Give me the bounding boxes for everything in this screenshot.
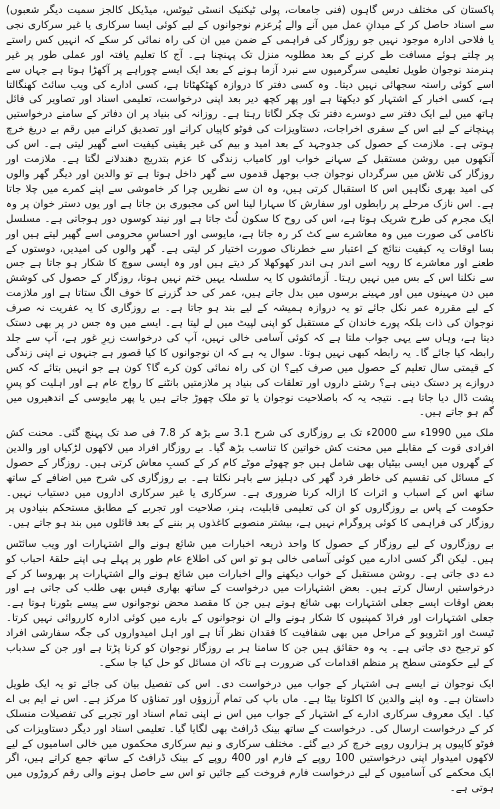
paragraph-case-story: ایک نوجوان نے ایسے ہی اشتہار کے جواب میں درخواست دی۔ اس کی تفصیل بیان کی جائے تو یہ ایک طویل داستان ہے۔ وہ اپنے والدین کا اکلوتا بیٹا ہے۔ ماں باپ کی تمام آرزوؤں اور تمناؤں کا مرکز ہے۔ اس نے ایم بی اے کیا۔ ایک معروف سرکاری ادارے کے اشتہار کے جواب میں اس نے اپنی تمام اسناد اور تجربے کی تفصیلات منسلک کر کے درخواست ارسال کی۔ درخواست کے ساتھ بینک ڈرافٹ بھی لگایا گیا۔ تعلیمی اسناد اور دیگر دستاویزات کی فوٹو کاپیوں پر ہزاروں روپے خرچ کر دیے گئے۔ مختلف سرکاری و نیم سرکاری محکموں میں خالی اسامیوں کے لیے لاکھوں امیدوار اپنی درخواستیں 100 روپے کے فارم اور 400 روپے کے بینک ڈرافٹ کے ساتھ جمع کراتے ہیں، اگر ایک محکمے کی آسامیوں کے لیے درخواست فارم فروخت کیے جائیں تو اس سے حاصل ہونے والی رقم کروڑوں میں ہوتی ہے۔: [6, 678, 494, 795]
paragraph-intro: پاکستان کی مختلف درس گاہوں (فنی جامعات، پولی ٹیکنیک انسٹی ٹیوٹس، میڈیکل کالجز سمیت دیگر شعبوں) سے اسناد حاصل کر کے میدانِ عمل میں آنے والے پُرعزم نوجوانوں کے لیے کوئی ایسا سرکاری یا غیر سرکاری نجی یا فلاحی ادارہ موجود نہیں جو روزگار کی فراہمی کے ضمن میں ان کی راہ نمائی کر سکے کہ انہیں کس راستے پر چلتے ہوئے مسافت طے کرنے کے بعد مطلوبہ منزل تک پہنچنا ہے۔ آج کا تعلیم یافتہ اور عملی طور پر غیر ہنرمند نوجوان طویل تعلیمی سرگرمیوں سے نبرد آزما ہونے کے بعد ایک ایسے چوراہے پر آکھڑا ہوتا ہے جہاں سے اسے کوئی راستہ سجھائی نہیں دیتا۔ وہ کسی دفتر کا دروازہ کھٹکھٹاتا ہے، کسی ادارے کی ویب سائٹ کھنگالتا ہے، کسی اخبار کے اشتہار کو دیکھتا ہے اور پھر کچھ دیر بعد اپنی درخواست، تعلیمی اسناد اور تصاویر کی فائل ہاتھ میں لیے ایک دفتر سے دوسرے دفتر تک چکر لگاتا رہتا ہے۔ روزانہ کی بنیاد پر ان دفاتر کے سامنے درخواستیں پہنچانے کے لیے اس کے سفری اخراجات، دستاویزات کی فوٹو کاپیاں کرانے اور تصدیق کرانے میں رقم بے دریغ خرچ ہوتی ہے۔ ملازمت کے حصول کی جدوجہد کے بعد امید و بیم کی غیر یقینی کیفیت اسے گھیر لیتی ہے۔ اس کی آنکھوں میں روشن مستقبل کے سہانے خواب اور کامیاب زندگی کا عزم بتدریج دھندلانے لگتا ہے۔ ملازمت اور روزگار کی تلاش میں سرگرداں نوجوان جب بوجھل قدموں سے گھر داخل ہوتا ہے تو والدین اور دیگر گھر والوں کی امید بھری نگاہیں اس کا استقبال کرتی ہیں، وہ ان سے نظریں چرا کر خاموشی سے اپنے کمرے میں چلا جاتا ہے۔ اس نازک مرحلے پر رابطوں اور سفارش کا سہارا لینا اس کی مجبوری بن جاتا ہے اور یوں دستر خوان پر وہ ایک مجرم کی طرح شریک ہوتا ہے، اس کی روح کا سکون لُٹ جاتا ہے اور نیند کوسوں دور ہوجاتی ہے۔ مسلسل ناکامی کی صورت میں وہ معاشرے سے کٹ کر رہ جاتا ہے، مایوسی اور احساسِ محرومی اسے گھیر لیتے ہیں اور بسا اوقات یہ کیفیت نتائج کے اعتبار سے خطرناک صورت اختیار کر لیتی ہے۔ گھر والوں کی امیدیں، دوستوں کے طعنے اور معاشرے کا رویہ اسے اندر ہی اندر کھوکھلا کر دیتے ہیں اور وہ ایسی سوچ کا شکار ہو جاتا ہے جس سے نکلنا اس کے بس میں نہیں رہتا۔ آزمائشوں کا یہ سلسلہ یہیں ختم نہیں ہوتا، روزگار کے حصول کی کوشش میں دن مہینوں میں اور مہینے برسوں میں بدل جاتے ہیں، عمر کی حد گزرنے کا خوف الگ ستاتا ہے اور ملازمت کے لیے مقررہ عمر نکل جائے تو یہ دروازہ ہمیشہ کے لیے بند ہو جاتا ہے۔ بے روزگاری کا یہ عفریت نہ صرف نوجوان کی ذات بلکہ پورے خاندان کے مستقبل کو اپنی لپیٹ میں لے لیتا ہے۔ ایسے میں وہ جس در پر بھی دستک دیتا ہے، وہاں سے یہی جواب ملتا ہے کہ کوئی آسامی خالی نہیں، آپ کی درخواست زیرِ غور ہے، آپ سے جلد رابطہ کیا جائے گا۔ یہ رابطہ کبھی نہیں ہوتا۔ سوال یہ ہے کہ ان نوجوانوں کا کیا قصور ہے جنہوں نے اپنی زندگی کے قیمتی سال تعلیم کے حصول میں صرف کیے؟ ان کی راہ نمائی کون کرے گا؟ کون ہے جو انہیں بتائے کہ کس دروازے پر دستک دینی ہے؟ رشتے داروں اور تعلقات کی بنیاد پر ملازمتیں بانٹنے کا رواج عام ہے اور اہلیت کو پسِ پشت ڈال دیا جاتا ہے۔ نتیجہ یہ کہ باصلاحیت نوجوان یا تو ملک چھوڑ جاتے ہیں یا پھر مایوسی کے اندھیروں میں گم ہو جاتے ہیں۔: [6, 5, 494, 419]
paragraph-statistics: ملک میں 1990ء سے 2000ء تک بے روزگاری کی شرح 3.1 سے بڑھ کر 7.8 فی صد تک پہنچ گئی۔ محنت کش افرادی قوت کے مقابلے میں محنت کش خواتین کا تناسب بڑھ گیا۔ بے روزگار افراد میں لاکھوں لڑکیاں اور والدین کے گھروں میں ایسی بیٹیاں بھی شامل ہیں جو چھوٹے موٹے کام کر کے کسبِ معاش کرتی ہیں۔ روزگار کے حصول کے مسائل کی تقسیم کی خاطر فرد گھر کی دہلیز سے باہر نکلتا ہے۔ بے روزگاری کی شرح میں اضافے کے ساتھ ساتھ اس کے اسباب و اثرات کا ازالہ کرنا ضروری ہے۔ سرکاری یا غیر سرکاری اداروں میں دستیاب نہیں۔ حکومت کے پاس بے روزگاروں کو ان کی تعلیمی قابلیت، ہنر، صلاحیت اور تجربے کے مطابق مستحکم بنیادوں پر روزگار کی فراہمی کا کوئی پروگرام نہیں ہے، بیشتر منصوبے کاغذوں پر بننے کے بعد فائلوں میں بند ہو جاتے ہیں۔: [6, 428, 494, 529]
paragraph-advertisements: بے روزگاروں کے لیے روزگار کے حصول کا واحد ذریعہ اخبارات میں شائع ہونے والے اشتہارات اور ویب سائٹس ہیں۔ لیکن اگر کسی ادارے میں کوئی آسامی خالی ہو تو اس کی اطلاع عام طور پر پہلے ہی اپنے حلقۂ احباب کو دے دی جاتی ہے۔ روشن مستقبل کے خواب دیکھنے والے اخبارات میں شائع ہونے والے اشتہارات پر بھروسا کر کے درخواستیں ارسال کرتے ہیں۔ بعض اشتہارات میں درخواست کے ساتھ بھاری فیس بھی طلب کی جاتی ہے اور بعض اوقات ایسے جعلی اشتہارات بھی شائع ہوتے ہیں جن کا مقصد محض نوجوانوں سے پیسے بٹورنا ہوتا ہے۔ جعلی اشتہارات اور فراڈ کمپنیوں کا شکار ہونے والے ان نوجوانوں کے بارے میں کوئی ادارہ کارروائی نہیں کرتا۔ ٹیسٹ اور انٹرویو کے مراحل میں بھی شفافیت کا فقدان نظر آتا ہے اور اہل امیدواروں کی جگہ سفارشی افراد کو ترجیح دی جاتی ہے۔ یہ وہ حقائق ہیں جن کا سامنا ہر بے روزگار نوجوان کو کرنا پڑتا ہے اور جن کے سدباب کے لیے حکومتی سطح پر منظم اقدامات کی ضرورت ہے تاکہ ان مسائل کو حل کیا جا سکے۔: [6, 538, 494, 669]
